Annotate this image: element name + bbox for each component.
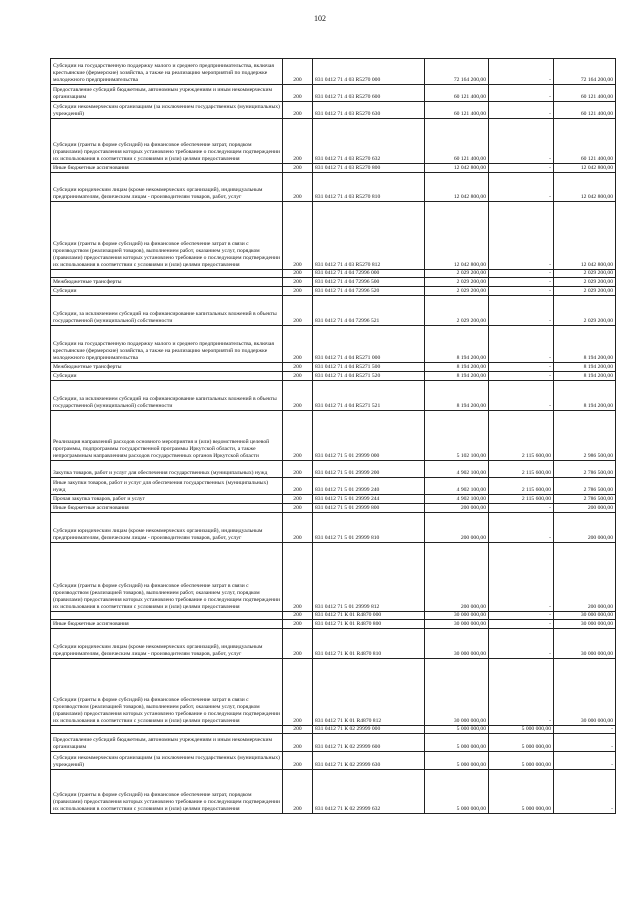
row-total-cell: 60 121 400,00 (425, 119, 489, 164)
row-article-cell: 831 0412 71 К 02 29999 600 (313, 734, 425, 752)
row-name-cell: Субсидии (51, 287, 283, 296)
row-mid-cell: - (489, 173, 554, 202)
row-code-cell: 200 (283, 202, 313, 270)
row-name-cell: Закупка товаров, работ и услуг для обеспечения государственных (муниципальных) нужд (51, 461, 283, 478)
row-mid-cell: 5 000 000,00 (489, 726, 554, 734)
row-last-cell: 12 042 800,00 (554, 164, 616, 173)
row-name-cell: Субсидии, за исключением субсидий на софинансирование капитальных вложений в объекты государственной (муниципальной) собственности (51, 381, 283, 411)
row-last-cell: 12 042 800,00 (554, 202, 616, 270)
row-name-cell: Субсидии на государственную поддержку малого и среднего предпринимательства, включая крестьянские (фермерские) хозяйства, а также на реализацию мероприятий по поддержке молодежного предпринимательства (51, 59, 283, 85)
row-last-cell: 30 000 000,00 (554, 659, 616, 726)
row-last-cell: 8 194 200,00 (554, 326, 616, 363)
row-mid-cell: - (489, 164, 554, 173)
row-last-cell: 12 042 800,00 (554, 173, 616, 202)
row-name-cell: Субсидии юридическим лицам (кроме некоммерческих организаций), индивидуальным предпринимателям, физическим лицам - производителям товаров, работ, услуг (51, 513, 283, 543)
row-code-cell: 200 (283, 102, 313, 119)
row-code-cell: 200 (283, 411, 313, 461)
row-mid-cell: - (489, 287, 554, 296)
row-article-cell: 831 0412 71 4 03 R5270 812 (313, 202, 425, 270)
row-last-cell: - (554, 770, 616, 814)
row-name-cell: Субсидии юридическим лицам (кроме некоммерческих организаций), индивидуальным предпринимателям, физическим лицам - производителям товаров, работ, услуг (51, 629, 283, 659)
table-row (51, 612, 616, 620)
row-article-cell: 831 0412 71 К 01 R4870 812 (313, 659, 425, 726)
row-mid-cell: 2 115 600,00 (489, 411, 554, 461)
row-name-cell (51, 612, 283, 620)
table-row (51, 326, 616, 363)
row-last-cell: - (554, 734, 616, 752)
row-last-cell: 30 000 000,00 (554, 629, 616, 659)
row-code-cell: 200 (283, 363, 313, 372)
table-row (51, 381, 616, 411)
row-name-cell: Иные закупки товаров, работ и услуг для обеспечения государственных (муниципальных) нужд (51, 478, 283, 495)
row-last-cell: - (554, 726, 616, 734)
row-code-cell: 200 (283, 543, 313, 612)
row-total-cell: 4 902 100,00 (425, 461, 489, 478)
row-total-cell: 8 194 200,00 (425, 372, 489, 381)
row-last-cell: 2 786 500,00 (554, 461, 616, 478)
row-mid-cell: 5 000 000,00 (489, 734, 554, 752)
table-row (51, 411, 616, 461)
row-last-cell: 2 786 500,00 (554, 478, 616, 495)
row-mid-cell: - (489, 202, 554, 270)
row-name-cell: Субсидии (гранты в форме субсидий) на финансовое обеспечение затрат, порядком (правилами) предоставления которых установлено требование о последующем подтверждении их использования в соответствии с условиями и (или) целями предоставления (51, 119, 283, 164)
row-code-cell: 200 (283, 659, 313, 726)
row-article-cell: 831 0412 71 5 01 29999 000 (313, 411, 425, 461)
table-row (51, 164, 616, 173)
row-code-cell: 200 (283, 85, 313, 102)
row-last-cell: 8 194 200,00 (554, 372, 616, 381)
row-name-cell: Предоставление субсидий бюджетным, автономным учреждениям и иным некоммерческим организациям (51, 85, 283, 102)
row-name-cell: Субсидии (гранты в форме субсидий) на финансовое обеспечение затрат в связи с производством (реализацией товаров), выполнением работ, оказанием услуг, порядком (правилами) предоставления которых установлено требование о последующем подтверждении их использования в соответствии с условиями и (или) целями предоставления (51, 202, 283, 270)
row-total-cell: 2 029 200,00 (425, 278, 489, 287)
row-code-cell: 200 (283, 770, 313, 814)
row-name-cell: Субсидии на государственную поддержку малого и среднего предпринимательства, включая крестьянские (фермерские) хозяйства, а также на реализацию мероприятий по поддержке молодежного предпринимательства (51, 326, 283, 363)
row-article-cell: 831 0412 71 4 03 R5270 630 (313, 102, 425, 119)
table-row (51, 629, 616, 659)
row-total-cell: 60 121 400,00 (425, 102, 489, 119)
row-article-cell: 831 0412 71 К 01 R4870 000 (313, 612, 425, 620)
row-mid-cell: - (489, 504, 554, 513)
row-last-cell: 2 029 200,00 (554, 296, 616, 326)
row-total-cell: 5 000 000,00 (425, 726, 489, 734)
row-article-cell: 831 0412 71 4 03 R5270 600 (313, 85, 425, 102)
row-total-cell: 30 000 000,00 (425, 659, 489, 726)
row-name-cell: Субсидии (гранты в форме субсидий) на финансовое обеспечение затрат в связи с производством (реализацией товаров), выполнением работ, оказанием услуг, порядком (правилами) предоставления которых установлено требование о последующем подтверждении их использования в соответствии с условиями и (или) целями предоставления (51, 659, 283, 726)
row-total-cell: 8 194 200,00 (425, 326, 489, 363)
row-last-cell: 30 000 000,00 (554, 612, 616, 620)
row-total-cell: 5 000 000,00 (425, 752, 489, 770)
row-last-cell: 200 000,00 (554, 513, 616, 543)
row-code-cell: 200 (283, 119, 313, 164)
row-total-cell: 8 194 200,00 (425, 363, 489, 372)
row-last-cell: 2 029 200,00 (554, 278, 616, 287)
row-article-cell: 831 0412 71 4 04 72996 520 (313, 287, 425, 296)
row-code-cell: 200 (283, 372, 313, 381)
row-name-cell: Прочая закупка товаров, работ и услуг (51, 495, 283, 504)
row-code-cell: 200 (283, 461, 313, 478)
row-code-cell: 200 (283, 734, 313, 752)
table-row (51, 119, 616, 164)
row-code-cell: 200 (283, 495, 313, 504)
row-total-cell: 4 902 100,00 (425, 495, 489, 504)
row-total-cell: 12 042 800,00 (425, 173, 489, 202)
row-code-cell: 200 (283, 296, 313, 326)
row-last-cell: 72 164 200,00 (554, 59, 616, 85)
row-code-cell: 200 (283, 504, 313, 513)
row-last-cell: 200 000,00 (554, 543, 616, 612)
row-total-cell: 30 000 000,00 (425, 629, 489, 659)
row-article-cell: 831 0412 71 4 04 R5271 520 (313, 372, 425, 381)
row-total-cell: 60 121 400,00 (425, 85, 489, 102)
row-total-cell: 72 164 200,00 (425, 59, 489, 85)
row-total-cell: 200 000,00 (425, 513, 489, 543)
row-total-cell: 12 042 800,00 (425, 202, 489, 270)
page-number: 102 (314, 14, 326, 23)
row-code-cell: 200 (283, 612, 313, 620)
row-last-cell: - (554, 752, 616, 770)
table-row (51, 543, 616, 612)
row-article-cell: 831 0412 71 4 04 R5271 500 (313, 363, 425, 372)
budget-table-body (51, 59, 616, 814)
row-article-cell: 831 0412 71 К 02 29999 632 (313, 770, 425, 814)
table-row (51, 102, 616, 119)
row-total-cell: 2 029 200,00 (425, 270, 489, 278)
row-last-cell: 2 029 200,00 (554, 287, 616, 296)
row-code-cell: 200 (283, 278, 313, 287)
row-total-cell: 200 000,00 (425, 504, 489, 513)
row-code-cell: 200 (283, 726, 313, 734)
row-mid-cell: - (489, 278, 554, 287)
row-mid-cell: 2 115 600,00 (489, 461, 554, 478)
row-name-cell: Субсидии некоммерческим организациям (за исключением государственных (муниципальных) учреждений) (51, 102, 283, 119)
row-name-cell: Субсидии (гранты в форме субсидий) на финансовое обеспечение затрат, порядком (правилами) предоставления которых установлено требование о последующем подтверждении их использования в соответствии с условиями и (или) целями предоставления (51, 770, 283, 814)
table-row (51, 372, 616, 381)
row-name-cell: Субсидии юридическим лицам (кроме некоммерческих организаций), индивидуальным предпринимателям, физическим лицам - производителям товаров, работ, услуг (51, 173, 283, 202)
row-mid-cell: 2 115 600,00 (489, 495, 554, 504)
row-code-cell: 200 (283, 287, 313, 296)
table-row (51, 461, 616, 478)
row-total-cell: 2 029 200,00 (425, 287, 489, 296)
row-mid-cell: - (489, 381, 554, 411)
row-total-cell: 30 000 000,00 (425, 612, 489, 620)
row-code-cell: 200 (283, 620, 313, 629)
row-last-cell: 60 121 400,00 (554, 119, 616, 164)
row-mid-cell: - (489, 296, 554, 326)
row-mid-cell: - (489, 119, 554, 164)
row-total-cell: 8 194 200,00 (425, 381, 489, 411)
row-name-cell: Иные бюджетные ассигнования (51, 620, 283, 629)
row-mid-cell: - (489, 629, 554, 659)
table-row (51, 504, 616, 513)
row-article-cell: 831 0412 71 5 01 29999 240 (313, 478, 425, 495)
table-row (51, 287, 616, 296)
row-mid-cell: 5 000 000,00 (489, 770, 554, 814)
row-last-cell: 200 000,00 (554, 504, 616, 513)
row-mid-cell: - (489, 363, 554, 372)
table-row (51, 659, 616, 726)
table-row (51, 620, 616, 629)
row-total-cell: 30 000 000,00 (425, 620, 489, 629)
row-total-cell: 4 902 100,00 (425, 478, 489, 495)
row-article-cell: 831 0412 71 4 04 72996 521 (313, 296, 425, 326)
row-mid-cell: - (489, 102, 554, 119)
table-row (51, 770, 616, 814)
row-code-cell: 200 (283, 381, 313, 411)
row-article-cell: 831 0412 71 5 01 29999 812 (313, 543, 425, 612)
row-name-cell: Субсидии (51, 372, 283, 381)
row-code-cell: 200 (283, 752, 313, 770)
row-article-cell: 831 0412 71 5 01 29999 810 (313, 513, 425, 543)
row-last-cell: 2 986 500,00 (554, 411, 616, 461)
table-row (51, 478, 616, 495)
row-mid-cell: - (489, 513, 554, 543)
row-code-cell: 200 (283, 173, 313, 202)
row-name-cell: Межбюджетные трансферты (51, 278, 283, 287)
row-mid-cell: - (489, 59, 554, 85)
row-article-cell: 831 0412 71 5 01 29999 800 (313, 504, 425, 513)
table-row (51, 363, 616, 372)
row-last-cell: 2 029 200,00 (554, 270, 616, 278)
row-total-cell: 200 000,00 (425, 543, 489, 612)
table-row (51, 734, 616, 752)
table-row (51, 752, 616, 770)
row-mid-cell: 2 115 600,00 (489, 478, 554, 495)
row-name-cell: Субсидии некоммерческим организациям (за исключением государственных (муниципальных) учреждений) (51, 752, 283, 770)
row-article-cell: 831 0412 71 4 04 R5271 000 (313, 326, 425, 363)
row-code-cell: 200 (283, 326, 313, 363)
row-name-cell: Субсидии, за исключением субсидий на софинансирование капитальных вложений в объекты государственной (муниципальной) собственности (51, 296, 283, 326)
row-mid-cell: - (489, 543, 554, 612)
row-mid-cell: - (489, 85, 554, 102)
table-row (51, 495, 616, 504)
table-row (51, 85, 616, 102)
row-code-cell: 200 (283, 629, 313, 659)
row-code-cell: 200 (283, 164, 313, 173)
row-total-cell: 12 042 800,00 (425, 164, 489, 173)
row-article-cell: 831 0412 71 4 04 72996 500 (313, 278, 425, 287)
row-name-cell (51, 726, 283, 734)
row-name-cell: Предоставление субсидий бюджетным, автономным учреждениям и иным некоммерческим организациям (51, 734, 283, 752)
row-last-cell: 30 000 000,00 (554, 620, 616, 629)
row-name-cell: Реализация направлений расходов основного мероприятия и (или) ведомственной целевой программы, подпрограммы государственной программы Иркутской области, а также непрограммным направлениям расходов государственных органов Иркутской области (51, 411, 283, 461)
row-name-cell: Иные бюджетные ассигнования (51, 164, 283, 173)
row-mid-cell: - (489, 270, 554, 278)
table-row (51, 270, 616, 278)
row-mid-cell: - (489, 620, 554, 629)
row-article-cell: 831 0412 71 4 04 R5271 521 (313, 381, 425, 411)
row-name-cell (51, 270, 283, 278)
row-article-cell: 831 0412 71 5 01 29999 244 (313, 495, 425, 504)
row-last-cell: 2 786 500,00 (554, 495, 616, 504)
row-code-cell: 200 (283, 59, 313, 85)
row-article-cell: 831 0412 71 К 01 R4870 800 (313, 620, 425, 629)
row-article-cell: 831 0412 71 К 02 29999 000 (313, 726, 425, 734)
row-total-cell: 5 000 000,00 (425, 734, 489, 752)
row-total-cell: 5 000 000,00 (425, 770, 489, 814)
row-name-cell: Субсидии (гранты в форме субсидий) на финансовое обеспечение затрат в связи с производством (реализацией товаров), выполнением работ, оказанием услуг, порядком (правилами) предоставления которых установлено требование о последующем подтверждении их использования в соответствии с условиями и (или) целями предоставления (51, 543, 283, 612)
row-last-cell: 8 194 200,00 (554, 381, 616, 411)
row-mid-cell: - (489, 326, 554, 363)
budget-table (50, 58, 616, 814)
table-row (51, 296, 616, 326)
row-last-cell: 60 121 400,00 (554, 102, 616, 119)
table-row (51, 513, 616, 543)
table-row (51, 278, 616, 287)
table-row (51, 59, 616, 85)
row-mid-cell: - (489, 372, 554, 381)
row-mid-cell: - (489, 612, 554, 620)
row-article-cell: 831 0412 71 К 01 R4870 810 (313, 629, 425, 659)
table-row (51, 726, 616, 734)
row-mid-cell: 5 000 000,00 (489, 752, 554, 770)
row-code-cell: 200 (283, 513, 313, 543)
row-last-cell: 60 121 400,00 (554, 85, 616, 102)
row-article-cell: 831 0412 71 4 03 R5270 800 (313, 164, 425, 173)
table-row (51, 173, 616, 202)
row-code-cell: 200 (283, 478, 313, 495)
table-row (51, 202, 616, 270)
row-article-cell: 831 0412 71 4 03 R5270 632 (313, 119, 425, 164)
row-code-cell: 200 (283, 270, 313, 278)
row-article-cell: 831 0412 71 4 03 R5270 000 (313, 59, 425, 85)
row-article-cell: 831 0412 71 4 04 72996 000 (313, 270, 425, 278)
row-article-cell: 831 0412 71 4 03 R5270 810 (313, 173, 425, 202)
row-mid-cell: - (489, 659, 554, 726)
row-name-cell: Иные бюджетные ассигнования (51, 504, 283, 513)
row-total-cell: 2 029 200,00 (425, 296, 489, 326)
row-last-cell: 8 194 200,00 (554, 363, 616, 372)
row-total-cell: 5 102 100,00 (425, 411, 489, 461)
row-article-cell: 831 0412 71 К 02 29999 630 (313, 752, 425, 770)
row-name-cell: Межбюджетные трансферты (51, 363, 283, 372)
row-article-cell: 831 0412 71 5 01 29999 200 (313, 461, 425, 478)
